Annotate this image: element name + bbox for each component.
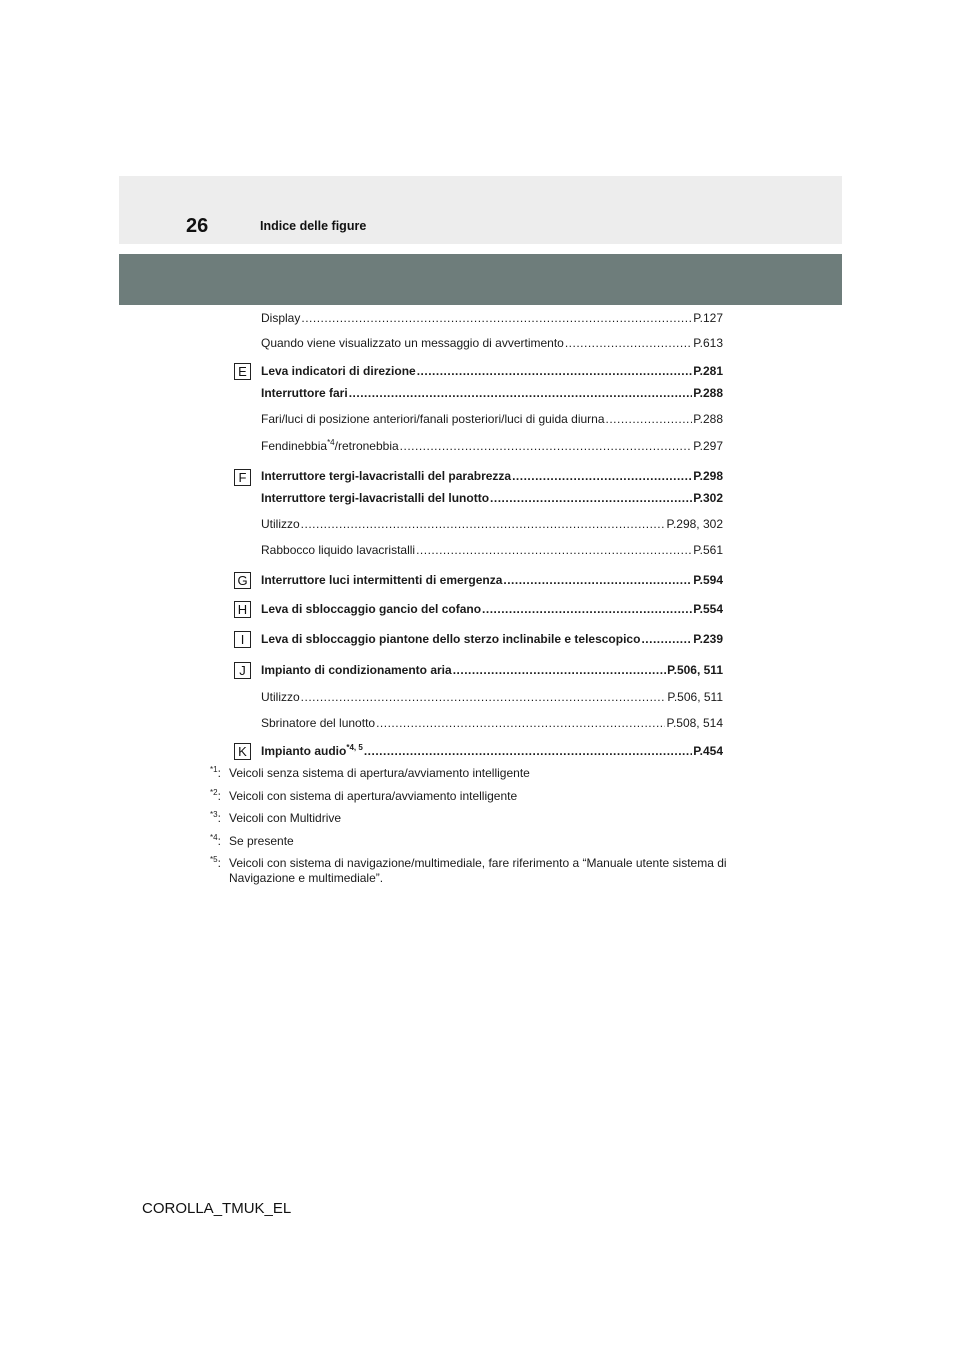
footnote-number: *4 xyxy=(210,832,218,842)
entry-page: P.288 xyxy=(693,412,723,426)
footnote-text: Veicoli senza sistema di apertura/avviamento intelligente xyxy=(229,766,530,780)
section-marker-e: E xyxy=(234,363,251,380)
footnote-ref: *4, 5 xyxy=(346,744,363,752)
leader-dots xyxy=(301,517,666,531)
section-marker-g: G xyxy=(234,572,251,589)
index-entry[interactable] xyxy=(261,364,723,380)
footnote-text: Veicoli con sistema di apertura/avviamento intelligente xyxy=(229,788,518,803)
entry-label: Impianto di condizionamento aria xyxy=(261,663,452,677)
entry-page: P.554 xyxy=(693,602,723,616)
section-marker-f: F xyxy=(234,469,251,486)
entry-label-text: Fendinebbia xyxy=(261,439,328,453)
leader-dots xyxy=(641,632,692,646)
header-divider xyxy=(119,244,842,254)
footnote-ref: *4 xyxy=(327,439,335,447)
index-entry[interactable] xyxy=(261,744,723,760)
leader-dots xyxy=(503,573,692,587)
section-marker-k: K xyxy=(234,743,251,760)
footnotes xyxy=(210,766,730,894)
index-entry[interactable] xyxy=(261,716,723,732)
leader-dots xyxy=(606,412,693,426)
entry-label: Sbrinatore del lunotto xyxy=(261,716,376,730)
entry-page: P.506, 511 xyxy=(667,663,723,677)
entry-label: Fari/luci di posizione anteriori/fanali posteriori/luci di guida diurna xyxy=(261,412,605,426)
entry-label: Interruttore fari xyxy=(261,386,348,400)
index-entry[interactable] xyxy=(261,386,723,402)
title-bar xyxy=(119,254,842,305)
entry-label: Leva di sbloccaggio piantone dello sterzo inclinabile e telescopico xyxy=(261,632,641,646)
entry-page: P.239 xyxy=(693,632,723,646)
header-band xyxy=(119,176,842,244)
footnote-mark: $^{*5}$: xyxy=(210,855,221,870)
footnote-mark: $^{*4}$: xyxy=(210,832,221,848)
entry-label: Utilizzo xyxy=(261,690,300,704)
section-title: Indice delle figure xyxy=(260,219,367,233)
index-entry[interactable] xyxy=(261,663,723,679)
leader-dots xyxy=(417,364,692,378)
entry-page: P.288 xyxy=(693,386,723,400)
leader-dots xyxy=(490,491,692,505)
entry-label: Leva indicatori di direzione xyxy=(261,364,416,378)
index-entry[interactable] xyxy=(261,543,723,559)
entry-label-suffix: /retronebbia xyxy=(334,439,399,453)
entry-label-text: Impianto audio xyxy=(261,744,347,758)
footnote-text: Se presente xyxy=(229,833,294,848)
index-entry[interactable] xyxy=(261,412,723,428)
footnote-mark: $^{*2}$: xyxy=(210,787,221,803)
entry-page: P.454 xyxy=(693,744,723,758)
entry-page: P.281 xyxy=(693,364,723,378)
entry-page: P.297 xyxy=(693,439,723,453)
index-entry[interactable] xyxy=(261,632,723,648)
entry-label: Interruttore tergi-lavacristalli del parabrezza xyxy=(261,469,512,483)
page-number: 26 xyxy=(186,215,209,237)
entry-label: Interruttore tergi-lavacristalli del lunotto xyxy=(261,491,490,505)
index-entry[interactable] xyxy=(261,602,723,618)
footnote xyxy=(210,834,730,849)
leader-dots xyxy=(349,386,693,400)
entry-label: Interruttore luci intermittenti di emergenza xyxy=(261,573,503,587)
footnote xyxy=(210,766,730,781)
footnote-mark: $^{*3}$: xyxy=(210,810,221,825)
entry-page: P.613 xyxy=(693,336,723,350)
entry-label: Utilizzo xyxy=(261,517,300,531)
footnote-number: *5 xyxy=(210,855,218,864)
entry-label: Quando viene visualizzato un messaggio di avvertimento xyxy=(261,336,564,350)
entry-label: Display xyxy=(261,311,301,325)
index-entry[interactable] xyxy=(261,690,723,706)
footnote xyxy=(210,811,730,826)
index-entry[interactable] xyxy=(261,311,723,327)
leader-dots xyxy=(301,311,692,325)
section-marker-i: I xyxy=(234,631,251,648)
leader-dots xyxy=(364,744,692,758)
footnote xyxy=(210,789,730,804)
leader-dots xyxy=(482,602,692,616)
entry-page: P.508, 514 xyxy=(666,716,723,730)
entry-page: P.594 xyxy=(693,573,723,587)
index-entry[interactable] xyxy=(261,491,723,507)
index-entry[interactable] xyxy=(261,439,723,455)
footnote-text: Veicoli con sistema di navigazione/multimediale, fare riferimento a “Manuale utente sistema di Navigazione e multimediale”. xyxy=(229,856,727,885)
entry-label: Rabbocco liquido lavacristalli xyxy=(261,543,416,557)
footnote-text: Veicoli con Multidrive xyxy=(229,811,342,825)
entry-label: Leva di sbloccaggio gancio del cofano xyxy=(261,602,482,616)
leader-dots xyxy=(565,336,692,350)
entry-label xyxy=(261,744,363,758)
footnote-mark: $^{*1}$: xyxy=(210,765,221,780)
footnote-number: *1 xyxy=(210,765,218,774)
footnote-number: *2 xyxy=(210,787,218,797)
entry-page: P.298, 302 xyxy=(666,517,723,531)
index-entry[interactable] xyxy=(261,336,723,352)
entry-label xyxy=(261,439,399,453)
index-entry[interactable] xyxy=(261,469,723,485)
entry-page: P.127 xyxy=(693,311,723,325)
index-entry[interactable] xyxy=(261,517,723,533)
entry-page: P.561 xyxy=(693,543,723,557)
leader-dots xyxy=(512,469,692,483)
leader-dots xyxy=(301,690,667,704)
leader-dots xyxy=(416,543,692,557)
footnote xyxy=(210,856,730,886)
leader-dots xyxy=(453,663,666,677)
entry-page: P.298 xyxy=(693,469,723,483)
section-marker-h: H xyxy=(234,601,251,618)
entry-page: P.302 xyxy=(693,491,723,505)
entry-page: P.506, 511 xyxy=(667,690,723,704)
leader-dots xyxy=(400,439,693,453)
document-code: COROLLA_TMUK_EL xyxy=(142,1200,292,1217)
leader-dots xyxy=(376,716,665,730)
index-entry[interactable] xyxy=(261,573,723,589)
section-marker-j: J xyxy=(234,662,251,679)
footnote-number: *3 xyxy=(210,810,218,819)
